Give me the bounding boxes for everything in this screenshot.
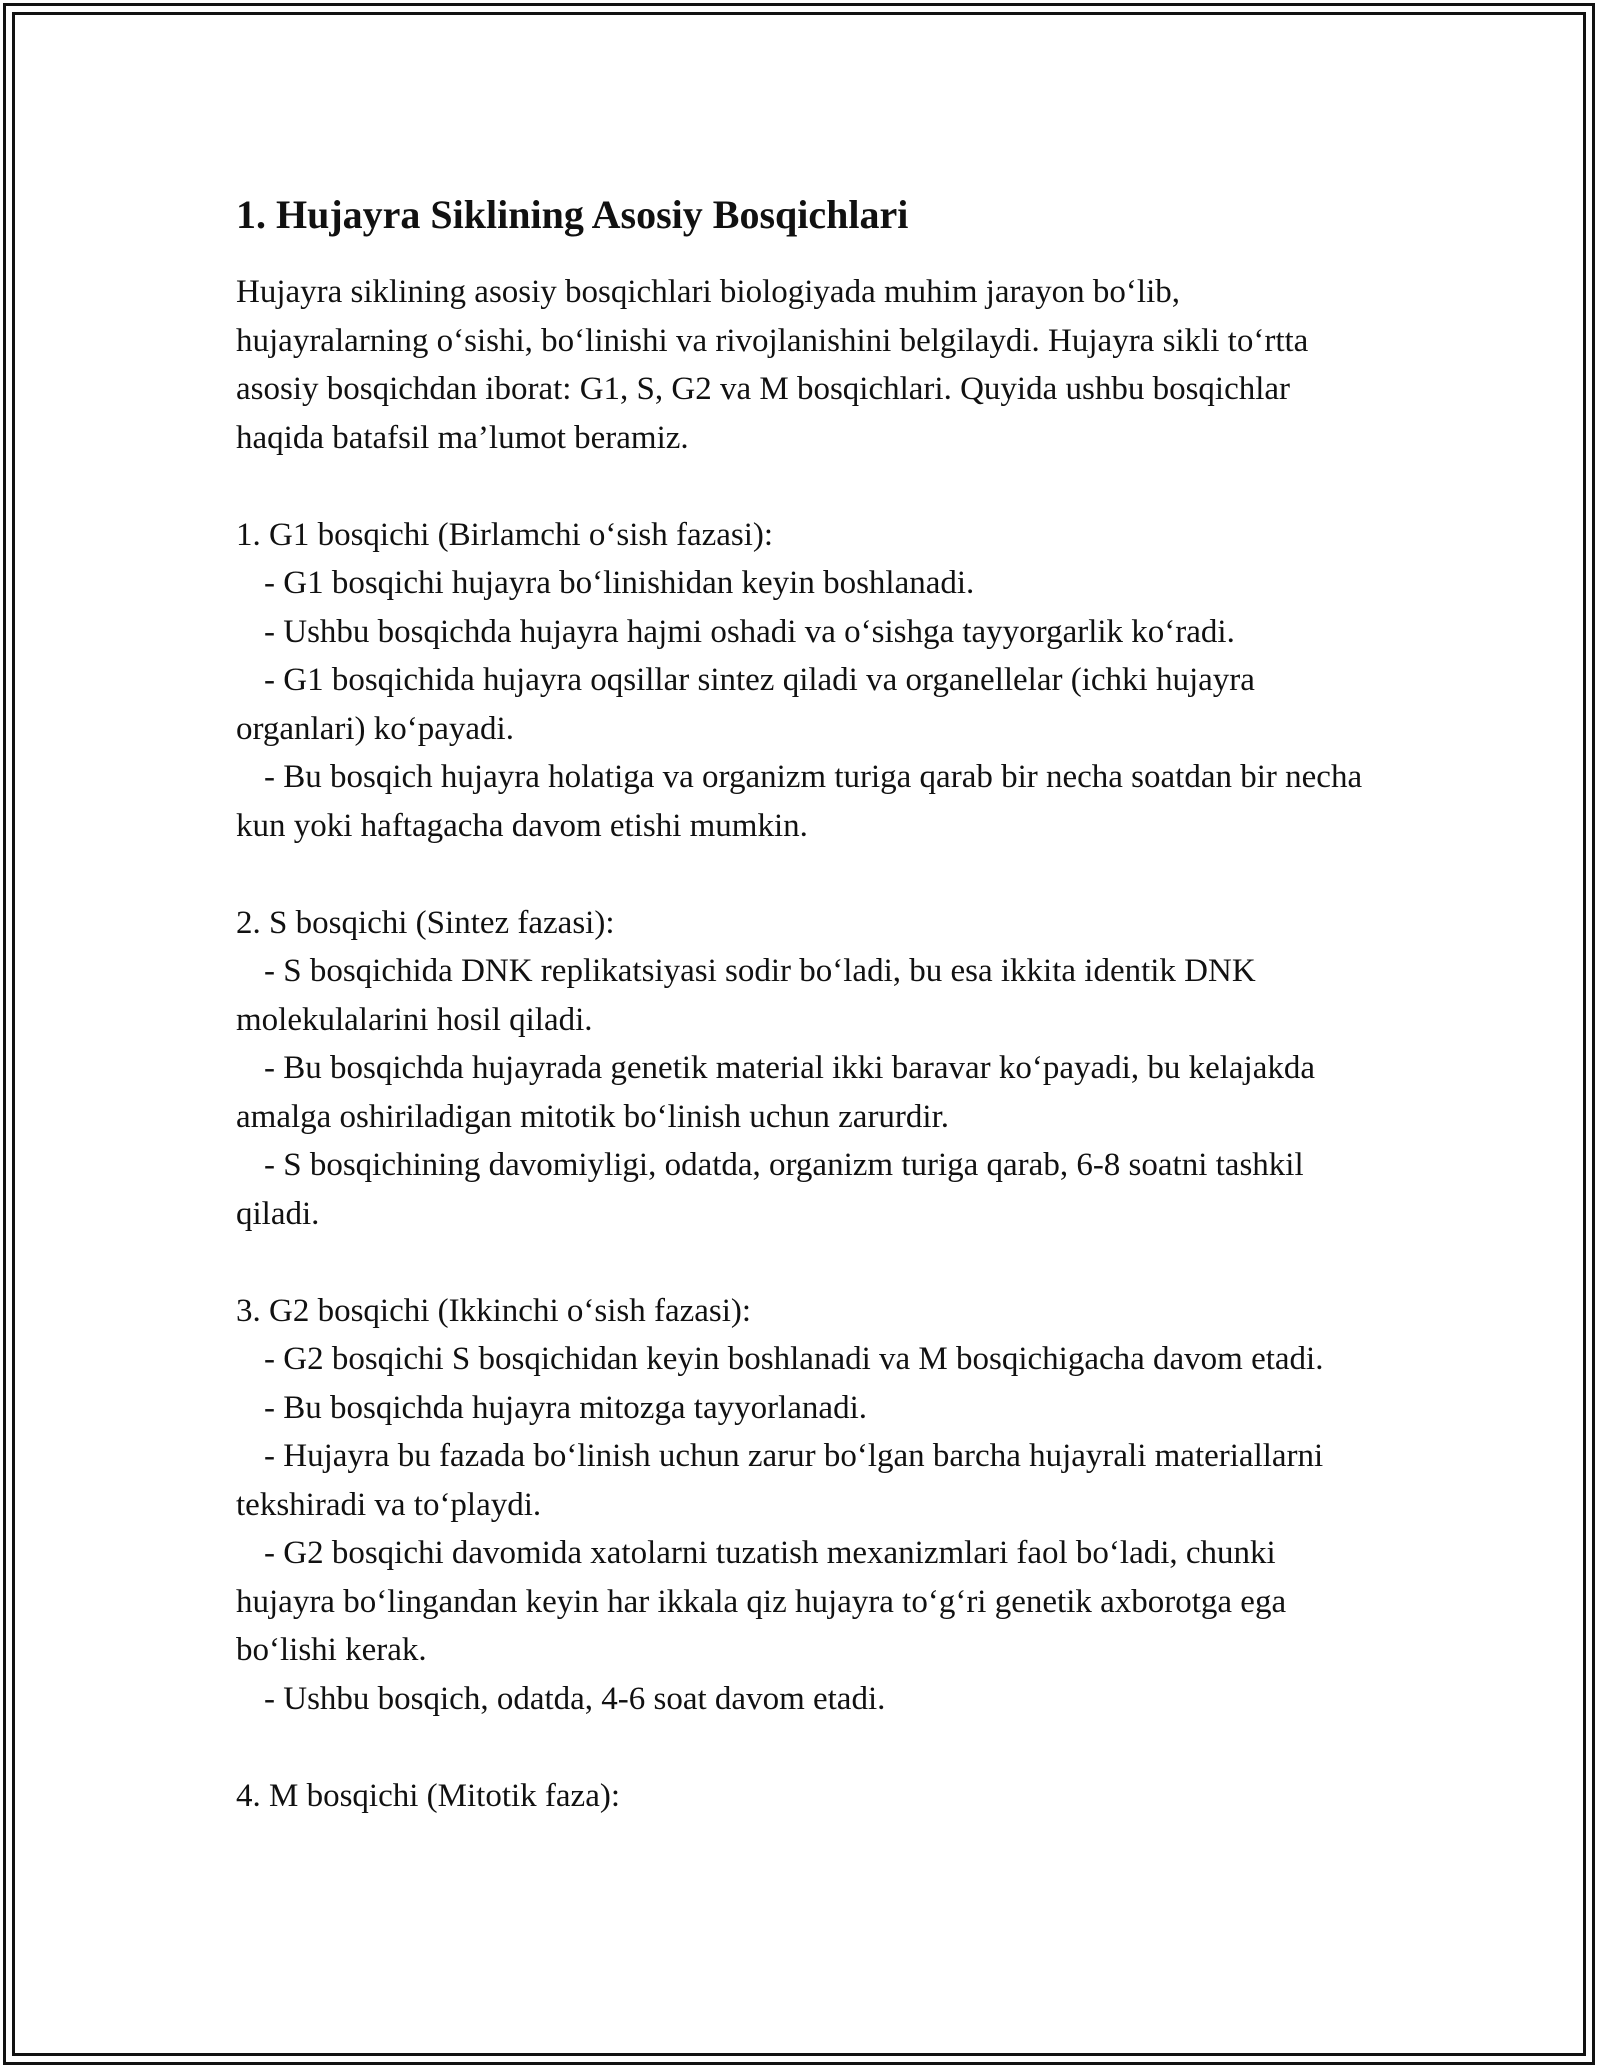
list-item: - Hujayra bu fazada bo‘linish uchun zarur bo‘lgan barcha hujayrali materiallarni tekshiradi va to‘playdi. — [236, 1438, 1324, 1523]
list-item: - S bosqichida DNK replikatsiyasi sodir bo‘ladi, bu esa ikkita identik DNK molekulalarini hosil qiladi. — [236, 953, 1256, 1038]
list-item: - G2 bosqichi S bosqichidan keyin boshlanadi va M bosqichigacha davom etadi. — [264, 1341, 1324, 1377]
section-heading: 4. M bosqichi (Mitotik faza): — [236, 1777, 621, 1814]
section-s — [236, 899, 1376, 1239]
document-body — [236, 186, 1376, 1820]
list-item: - G2 bosqichi davomida xatolarni tuzatish mexanizmlari faol bo‘ladi, chunki hujayra bo‘lingandan keyin har ikkala qiz hujayra to‘g‘ri genetik axborotga ega bo‘lishi kerak. — [236, 1535, 1287, 1668]
section-m — [236, 1772, 1376, 1821]
section-g2 — [236, 1287, 1376, 1724]
list-item: - Bu bosqichda hujayra mitozga tayyorlanadi. — [264, 1389, 867, 1426]
list-item: - Bu bosqichda hujayrada genetik material ikki baravar ko‘payadi, bu kelajakda amalga oshiriladigan mitotik bo‘linish uchun zarurdir. — [236, 1050, 1316, 1135]
list-item: - S bosqichining davomiyligi, odatda, organizm turiga qarab, 6-8 soatni tashkil qiladi. — [236, 1147, 1304, 1232]
intro-paragraph: Hujayra siklining asosiy bosqichlari biologiyada muhim jarayon bo‘lib, hujayralarning o‘sishi, bo‘linishi va rivojlanishini belgilaydi. Hujayra sikli to‘rtta asosiy bosqichdan iborat: G1, S, G2 va M bosqichlari. Quyida ushbu bosqichlar haqida batafsil ma’lumot beramiz. — [236, 274, 1309, 456]
section-heading: 3. G2 bosqichi (Ikkinchi o‘sish fazasi): — [236, 1292, 752, 1329]
list-item: - Ushbu bosqich, odatda, 4-6 soat davom etadi. — [264, 1680, 886, 1717]
list-item: - Bu bosqich hujayra holatiga va organizm turiga qarab bir necha soatdan bir necha kun yoki haftagacha davom etishi mumkin. — [236, 759, 1363, 844]
section-heading: 2. S bosqichi (Sintez fazasi): — [236, 904, 615, 941]
section-heading: 1. G1 bosqichi (Birlamchi o‘sish fazasi): — [236, 516, 774, 553]
list-item: - G1 bosqichi hujayra bo‘linishidan keyin boshlanadi. — [264, 565, 975, 601]
list-item: - Ushbu bosqichda hujayra hajmi oshadi va o‘sishga tayyorgarlik ko‘radi. — [264, 613, 1235, 650]
section-g1 — [236, 511, 1376, 851]
list-item: - G1 bosqichida hujayra oqsillar sintez qiladi va organellelar (ichki hujayra organlari) ko‘payadi. — [236, 662, 1255, 747]
document-title: 1. Hujayra Siklining Asosiy Bosqichlari — [236, 192, 909, 237]
